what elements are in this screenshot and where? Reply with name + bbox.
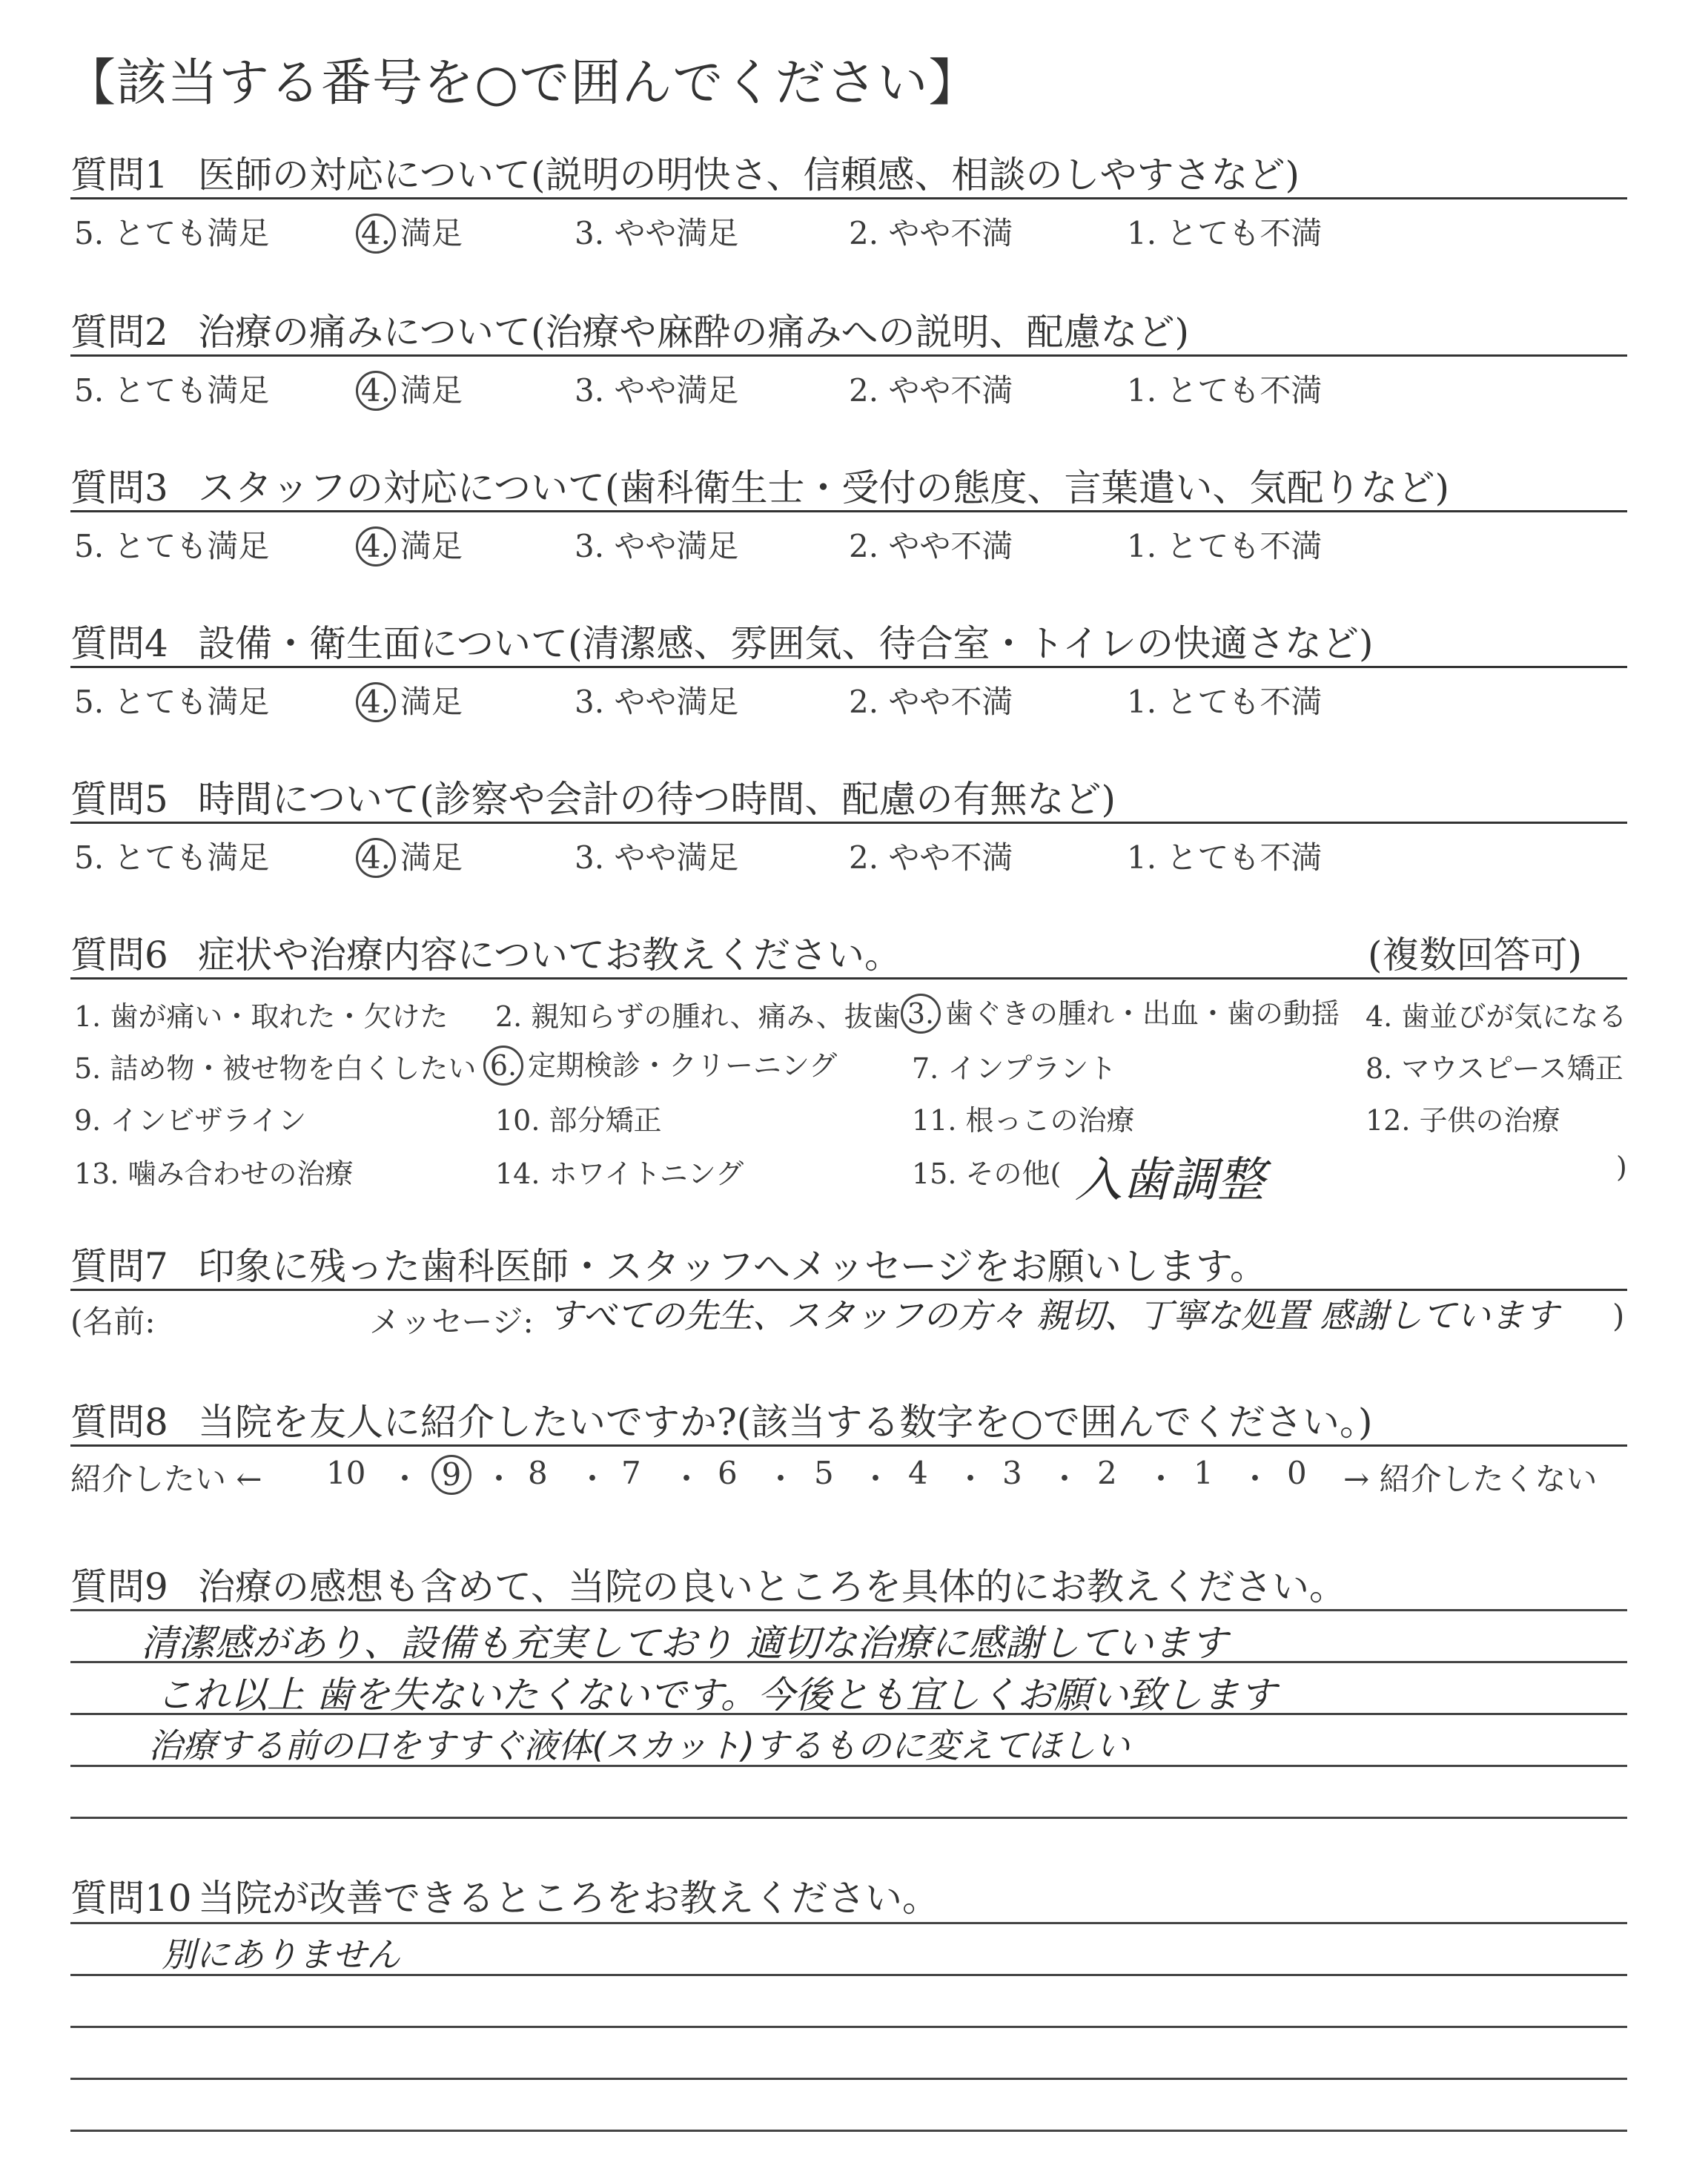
question-4	[70, 614, 1374, 667]
rating-option-3[interactable]: 3. やや満足	[575, 372, 739, 409]
rating-option-3[interactable]: 3. やや満足	[575, 215, 739, 251]
question-rule	[70, 197, 1627, 199]
answer-rule	[70, 1661, 1627, 1663]
answer-rule	[70, 2078, 1627, 2080]
selection-circle: 6.	[483, 1046, 523, 1086]
symptom-option-14[interactable]: 14. ホワイトニング	[495, 1157, 744, 1190]
rating-option-4-selected[interactable]: 4. 満足	[356, 522, 463, 567]
scale-4[interactable]: 4	[908, 1455, 928, 1491]
scale-9-selected[interactable]	[431, 1455, 476, 1495]
symptom-option-6-selected[interactable]: 6. 定期検診・クリーニング	[483, 1043, 837, 1086]
question-number: 質問1	[70, 153, 168, 196]
question-text: 治療の感想も含めて、当院の良いところを具体的にお教えください。	[198, 1565, 1346, 1608]
scale-separator: ・	[1239, 1461, 1271, 1497]
rating-option-2[interactable]: 2. やや不満	[849, 372, 1013, 409]
answer-handwritten-line-1: 別にありません	[162, 1935, 400, 1975]
question-text: スタッフの対応について(歯科衛生士・受付の態度、言葉遣い、気配りなど)	[198, 466, 1450, 509]
question-rule	[70, 354, 1627, 357]
question-number: 質問3	[70, 466, 168, 509]
rating-option-3[interactable]: 3. やや満足	[575, 839, 739, 876]
question-1	[70, 145, 1300, 199]
rating-option-5[interactable]: 5. とても満足	[74, 839, 270, 876]
symptom-option-7[interactable]: 7. インプラント	[912, 1052, 1117, 1085]
question-number: 質問10	[70, 1877, 192, 1920]
rating-option-4-selected[interactable]: 4. 満足	[356, 833, 463, 878]
name-label: (名前:	[70, 1304, 156, 1340]
question-text: 当院が改善できるところをお教えください。	[198, 1877, 939, 1920]
scale-separator: ・	[1049, 1461, 1081, 1497]
rating-option-1[interactable]: 1. とても不満	[1127, 215, 1323, 251]
rating-option-2[interactable]: 2. やや不満	[849, 839, 1013, 876]
recommend-right-label: → 紹介したくない	[1343, 1461, 1598, 1497]
message-label: メッセージ:	[369, 1304, 534, 1340]
question-number: 質問6	[70, 934, 168, 977]
symptom-option-12[interactable]: 12. 子供の治療	[1366, 1104, 1560, 1137]
selection-circle: 4.	[356, 682, 396, 722]
symptom-option-11[interactable]: 11. 根っこの治療	[912, 1104, 1135, 1137]
answer-rule	[70, 1713, 1627, 1715]
scale-separator: ・	[671, 1461, 703, 1497]
question-3	[70, 458, 1449, 512]
answer-handwritten-line-1: 清潔感があり、設備も充実しており 適切な治療に感謝しています	[141, 1622, 1228, 1665]
question-number: 質問5	[70, 778, 168, 821]
question-text: 症状や治療内容についてお教えください。	[198, 934, 901, 977]
scale-10[interactable]: 10	[326, 1455, 366, 1491]
rating-option-1[interactable]: 1. とても不満	[1127, 372, 1323, 409]
scale-1[interactable]: 1	[1194, 1455, 1214, 1491]
symptom-option-10[interactable]: 10. 部分矯正	[495, 1104, 662, 1137]
rating-option-4-selected[interactable]: 4. 満足	[356, 209, 463, 254]
answer-rule	[70, 1765, 1627, 1767]
question-9	[70, 1557, 1346, 1611]
question-text: 当院を友人に紹介したいですか?(該当する数字を○で囲んでください。)	[198, 1401, 1373, 1444]
symptom-option-13[interactable]: 13. 噛み合わせの治療	[74, 1157, 354, 1190]
question-text: 設備・衛生面について(清潔感、雰囲気、待合室・トイレの快適さなど)	[198, 622, 1374, 665]
question-number: 質問4	[70, 622, 168, 665]
symptom-option-3-selected[interactable]: 3. 歯ぐきの腫れ・出血・歯の動揺	[901, 991, 1340, 1034]
symptom-option-1[interactable]: 1. 歯が痛い・取れた・欠けた	[74, 1000, 448, 1033]
scale-0[interactable]: 0	[1287, 1455, 1307, 1491]
question-text: 印象に残った歯科医師・スタッフへメッセージをお願いします。	[198, 1245, 1267, 1288]
selection-circle: 9	[431, 1455, 471, 1495]
scale-6[interactable]: 6	[718, 1455, 738, 1491]
symptom-option-2[interactable]: 2. 親知らずの腫れ、痛み、抜歯	[495, 1000, 901, 1033]
answer-rule	[70, 2130, 1627, 2132]
scale-3[interactable]: 3	[1002, 1455, 1022, 1491]
recommend-left-label: 紹介したい ←	[70, 1461, 262, 1497]
selection-circle: 3.	[901, 994, 941, 1034]
rating-option-3[interactable]: 3. やや満足	[575, 528, 739, 564]
scale-separator: ・	[483, 1461, 515, 1497]
question-8	[70, 1393, 1372, 1446]
question-rule	[70, 666, 1627, 668]
rating-option-1[interactable]: 1. とても不満	[1127, 528, 1323, 564]
other-handwritten-answer: 入歯調整	[1075, 1153, 1265, 1208]
question-rule	[70, 1444, 1627, 1447]
rating-option-3[interactable]: 3. やや満足	[575, 684, 739, 720]
rating-option-2[interactable]: 2. やや不満	[849, 684, 1013, 720]
rating-option-1[interactable]: 1. とても不満	[1127, 684, 1323, 720]
scale-separator: ・	[389, 1461, 421, 1497]
instruction-header: 【該当する番号を○で囲んでください】	[65, 54, 980, 113]
symptom-option-9[interactable]: 9. インビザライン	[74, 1104, 307, 1137]
scale-7[interactable]: 7	[621, 1455, 641, 1491]
question-text: 治療の痛みについて(治療や麻酔の痛みへの説明、配慮など)	[198, 311, 1190, 354]
selection-circle: 4.	[356, 371, 396, 411]
answer-rule	[70, 1922, 1627, 1924]
rating-option-2[interactable]: 2. やや不満	[849, 528, 1013, 564]
question-10	[70, 1869, 939, 1922]
answer-rule	[70, 2026, 1627, 2028]
selection-circle: 4.	[356, 526, 396, 567]
symptom-option-4[interactable]: 4. 歯並びが気になる	[1366, 1000, 1627, 1033]
answer-rule	[70, 1817, 1627, 1819]
selection-circle: 4.	[356, 214, 396, 254]
question-text: 医師の対応について(説明の明快さ、信頼感、相談のしやすさなど)	[198, 153, 1300, 196]
scale-2[interactable]: 2	[1097, 1455, 1117, 1491]
rating-option-4-selected[interactable]: 4. 満足	[356, 678, 463, 722]
scale-5[interactable]: 5	[814, 1455, 834, 1491]
scale-separator: ・	[577, 1461, 609, 1497]
symptom-option-5[interactable]: 5. 詰め物・被せ物を白くしたい	[74, 1052, 477, 1085]
question-number: 質問2	[70, 311, 168, 354]
other-close-paren: )	[1616, 1151, 1627, 1183]
message-close-paren: )	[1612, 1298, 1625, 1334]
question-7	[70, 1237, 1267, 1290]
scale-separator: ・	[1145, 1461, 1177, 1497]
question-number: 質問9	[70, 1565, 168, 1608]
rating-option-2[interactable]: 2. やや不満	[849, 215, 1013, 251]
answer-rule	[70, 1974, 1627, 1976]
scale-8[interactable]: 8	[528, 1455, 548, 1491]
question-text: 時間について(診察や会計の待つ時間、配慮の有無など)	[198, 778, 1116, 821]
message-handwritten: すべての先生、スタッフの方々 親切、丁寧な処置 感謝しています	[549, 1295, 1559, 1335]
scale-separator: ・	[860, 1461, 892, 1497]
rating-option-1[interactable]: 1. とても不満	[1127, 839, 1323, 876]
symptom-option-8[interactable]: 8. マウスピース矯正	[1366, 1052, 1623, 1085]
question-rule	[70, 510, 1627, 512]
question-number: 質問7	[70, 1245, 168, 1288]
rating-option-5[interactable]: 5. とても満足	[74, 684, 270, 720]
answer-handwritten-line-3: 治療する前の口をすすぐ液体(スカット)するものに変えてほしい	[148, 1725, 1130, 1766]
scale-separator: ・	[955, 1461, 987, 1497]
scale-separator: ・	[765, 1461, 797, 1497]
question-rule	[70, 977, 1627, 980]
question-rule	[70, 822, 1627, 824]
rating-option-5[interactable]: 5. とても満足	[74, 528, 270, 564]
question-5	[70, 770, 1116, 823]
answer-handwritten-line-2: これ以上 歯を失ないたくないです。今後とも宜しくお願い致します	[156, 1674, 1277, 1717]
rating-option-4-selected[interactable]: 4. 満足	[356, 366, 463, 411]
answer-rule	[70, 1609, 1627, 1611]
question-2	[70, 303, 1189, 356]
question-number: 質問8	[70, 1401, 168, 1444]
symptom-option-15-other[interactable]: 15. その他(	[912, 1157, 1062, 1190]
rating-option-5[interactable]: 5. とても満足	[74, 372, 270, 409]
selection-circle: 4.	[356, 838, 396, 878]
question-6	[70, 925, 901, 979]
rating-option-5[interactable]: 5. とても満足	[74, 215, 270, 251]
multiple-answer-note: (複数回答可)	[1368, 934, 1583, 977]
